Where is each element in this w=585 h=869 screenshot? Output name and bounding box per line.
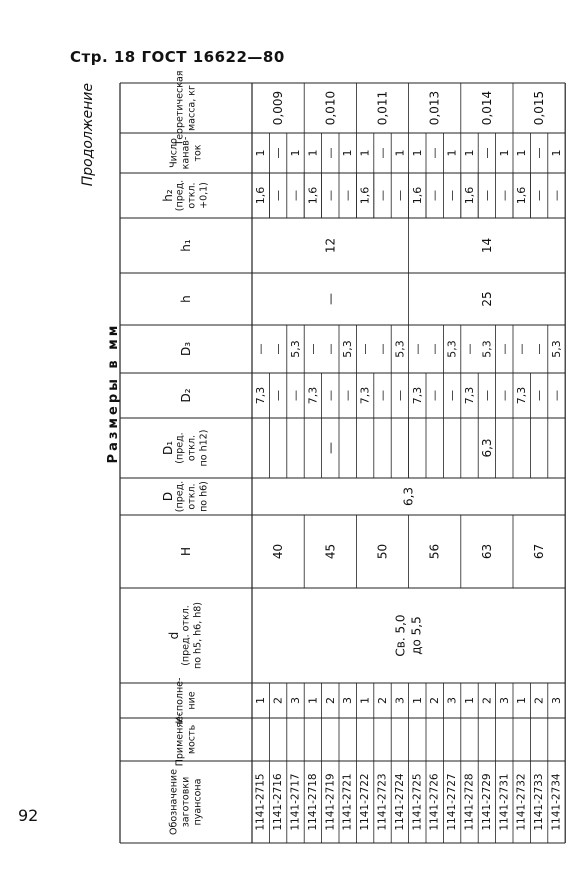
page-number: 92	[18, 806, 39, 825]
designation-cell: 1141-2734	[550, 773, 563, 831]
grooves-cell: 1	[254, 149, 268, 157]
designation-cell: 1141-2722	[359, 773, 372, 831]
variant-cell: 2	[480, 697, 494, 704]
grooves-cell: 1	[358, 149, 372, 157]
col-header-D1: D₁	[161, 440, 175, 456]
d3-cell: 5,3	[550, 340, 563, 358]
variant-cell: 1	[306, 697, 320, 704]
d3-cell: —	[463, 343, 476, 355]
designation-cell: 1141-2732	[515, 773, 528, 831]
designation-cell: 1141-2719	[324, 773, 337, 831]
variant-cell: 3	[550, 697, 563, 704]
d2-cell: —	[289, 390, 302, 401]
h2-cell: 1,6	[306, 186, 320, 205]
d3-cell: —	[428, 343, 442, 355]
grooves-cell: 1	[306, 149, 320, 157]
h2-cell: —	[532, 190, 546, 201]
col-header-D1: откл.	[186, 434, 198, 462]
d2-cell: 7,3	[254, 386, 268, 405]
mass-value: 0,014	[479, 90, 494, 126]
variant-cell: 1	[254, 697, 268, 704]
h-value: 40	[271, 543, 286, 560]
col-header-h2: h₂	[161, 189, 175, 202]
rotated-table-block	[80, 70, 570, 843]
h-value: 63	[479, 543, 494, 560]
h2-cell: 1,6	[463, 186, 476, 205]
h2-cell: —	[480, 190, 494, 201]
h-value: 56	[427, 543, 442, 560]
d3-cell: —	[515, 343, 529, 355]
col-header-designation: пуансона	[192, 778, 204, 826]
grooves-cell: 1	[393, 149, 407, 157]
d2-cell: —	[393, 390, 407, 401]
col-header-grooves: Число	[168, 138, 180, 168]
h2-cell: 1,6	[410, 186, 424, 205]
d1-value: 6,3	[479, 438, 494, 458]
col-header-D3: D₃	[179, 341, 193, 357]
h-small-value: 25	[479, 291, 494, 307]
d2-cell: —	[497, 390, 511, 401]
grooves-cell: 1	[289, 149, 302, 157]
d3-cell: —	[323, 343, 337, 355]
col-header-D: (пред.	[174, 480, 186, 513]
mass-value: 0,010	[323, 90, 338, 126]
d1-value: —	[323, 442, 338, 454]
col-header-mass: Теоретическая	[174, 70, 186, 146]
col-header-d: (пред. откл.	[180, 605, 192, 666]
col-header-D: откл.	[186, 483, 198, 510]
col-header-h: h	[179, 295, 193, 303]
h2-cell: —	[341, 190, 355, 201]
d-main-value: 6,3	[401, 486, 416, 507]
designation-cell: 1141-2733	[533, 773, 546, 831]
col-header-D2: D₂	[179, 388, 193, 403]
designation-cell: 1141-2728	[463, 773, 476, 831]
h1-value: 14	[479, 237, 494, 254]
designation-cell: 1141-2724	[393, 773, 406, 831]
d2-cell: 7,3	[358, 386, 372, 405]
h2-cell: —	[323, 190, 337, 201]
variant-cell: 3	[393, 697, 407, 704]
h2-cell: —	[445, 190, 459, 201]
d2-cell: —	[376, 390, 389, 401]
col-header-h1: h₁	[179, 239, 193, 252]
d-value: до 5,5	[409, 616, 424, 655]
h-value: 50	[375, 543, 390, 560]
designation-cell: 1141-2716	[272, 773, 285, 831]
h2-cell: —	[550, 190, 563, 201]
h2-cell: —	[289, 190, 302, 201]
designation-cell: 1141-2715	[254, 773, 267, 831]
page-header: Стр. 18 ГОСТ 16622—80	[70, 48, 285, 66]
h-value: 67	[532, 543, 547, 560]
col-header-variant: ние	[186, 691, 198, 710]
variant-cell: 3	[341, 697, 355, 704]
col-header-applicability: мость	[186, 724, 198, 755]
d2-cell: —	[445, 390, 459, 401]
d2-cell: —	[428, 390, 442, 401]
designation-cell: 1141-2723	[376, 773, 389, 831]
d2-cell: —	[550, 390, 563, 401]
variant-cell: 3	[445, 697, 459, 704]
designation-cell: 1141-2717	[289, 773, 302, 831]
d3-cell: —	[497, 343, 511, 355]
d2-cell: 7,3	[306, 386, 320, 405]
grooves-cell: 1	[463, 149, 476, 157]
col-header-designation: заготовки	[180, 776, 192, 828]
col-header-h2: +0,1)	[198, 182, 210, 209]
grooves-cell: —	[532, 147, 546, 159]
col-header-mass: масса, кг	[186, 84, 198, 132]
grooves-cell: —	[428, 147, 442, 159]
d2-cell: 7,3	[410, 386, 424, 405]
grooves-cell: 1	[515, 149, 529, 157]
dimensions-caption: Размеры в мм	[106, 322, 121, 464]
d3-cell: —	[358, 343, 372, 355]
col-header-designation: Обозначение	[168, 769, 180, 835]
d3-cell: —	[271, 343, 285, 355]
d3-cell: —	[532, 343, 546, 355]
h-value: 45	[323, 543, 338, 560]
h2-cell: —	[376, 190, 389, 201]
grooves-cell: 1	[445, 149, 459, 157]
grooves-cell: —	[480, 147, 494, 159]
grooves-cell: 1	[550, 149, 563, 157]
col-header-H: H	[179, 546, 193, 557]
h2-cell: —	[271, 190, 285, 201]
d-value: Св. 5,0	[393, 614, 408, 657]
col-header-d: по h5, h6, h8)	[192, 601, 204, 670]
d3-cell: 5,3	[393, 340, 407, 358]
variant-cell: 1	[410, 697, 424, 704]
d2-cell: —	[341, 390, 355, 401]
col-header-grooves: канав-	[180, 136, 192, 170]
variant-cell: 3	[289, 697, 302, 704]
col-header-grooves: ток	[192, 144, 204, 162]
variant-cell: 2	[323, 697, 337, 704]
variant-cell: 1	[463, 697, 476, 704]
designation-cell: 1141-2725	[411, 773, 424, 831]
designation-cell: 1141-2726	[428, 773, 441, 831]
d2-cell: —	[532, 390, 546, 401]
d3-cell: —	[376, 343, 389, 355]
d2-cell: —	[480, 390, 494, 401]
h2-cell: —	[393, 190, 407, 201]
col-header-D: по h6)	[198, 481, 210, 512]
designation-cell: 1141-2721	[341, 773, 354, 831]
grooves-cell: 1	[341, 149, 355, 157]
designation-cell: 1141-2729	[480, 773, 493, 831]
d3-cell: —	[410, 343, 424, 355]
col-header-d: d	[167, 631, 181, 640]
grooves-cell: —	[323, 147, 337, 159]
d3-cell: —	[306, 343, 320, 355]
continuation-label: Продолжение	[80, 83, 96, 187]
variant-cell: 2	[428, 697, 442, 704]
col-header-D: D	[161, 491, 175, 502]
mass-value: 0,009	[271, 90, 286, 126]
h-small-value: —	[323, 293, 338, 305]
mass-value: 0,015	[532, 90, 547, 126]
h2-cell: 1,6	[358, 186, 372, 205]
mass-value: 0,011	[375, 90, 390, 126]
variant-cell: 1	[358, 697, 372, 704]
variant-cell: 2	[271, 697, 285, 704]
d2-cell: 7,3	[463, 386, 476, 405]
variant-cell: 3	[497, 697, 511, 704]
d3-cell: 5,3	[289, 340, 302, 358]
data-table	[120, 70, 570, 843]
designation-cell: 1141-2727	[446, 773, 459, 831]
d2-cell: —	[323, 390, 337, 401]
variant-cell: 1	[515, 697, 529, 704]
col-header-D1: по h12)	[198, 429, 210, 467]
col-header-variant: Исполне-	[174, 677, 186, 724]
grooves-cell: 1	[497, 149, 511, 157]
grooves-cell: —	[376, 147, 389, 159]
grooves-cell: —	[271, 147, 285, 159]
d3-cell: 5,3	[445, 340, 459, 358]
h2-cell: 1,6	[254, 186, 268, 205]
col-header-D1: (пред.	[174, 432, 186, 464]
d2-cell: —	[271, 390, 285, 401]
d3-cell: —	[254, 343, 268, 355]
designation-cell: 1141-2718	[306, 773, 319, 831]
h1-value: 12	[323, 237, 338, 254]
grooves-cell: 1	[410, 149, 424, 157]
h2-cell: —	[428, 190, 442, 201]
variant-cell: 2	[376, 697, 389, 704]
h2-cell: —	[497, 190, 511, 201]
d3-cell: 5,3	[341, 340, 355, 358]
col-header-h2: (пред.	[174, 179, 186, 212]
d2-cell: 7,3	[515, 386, 529, 405]
mass-value: 0,013	[427, 90, 442, 126]
col-header-h2: откл.	[186, 182, 198, 209]
h2-cell: 1,6	[515, 186, 529, 205]
variant-cell: 2	[532, 697, 546, 704]
d3-cell: 5,3	[480, 340, 494, 358]
designation-cell: 1141-2731	[498, 773, 511, 831]
col-header-applicability: Применяе-	[174, 712, 186, 767]
